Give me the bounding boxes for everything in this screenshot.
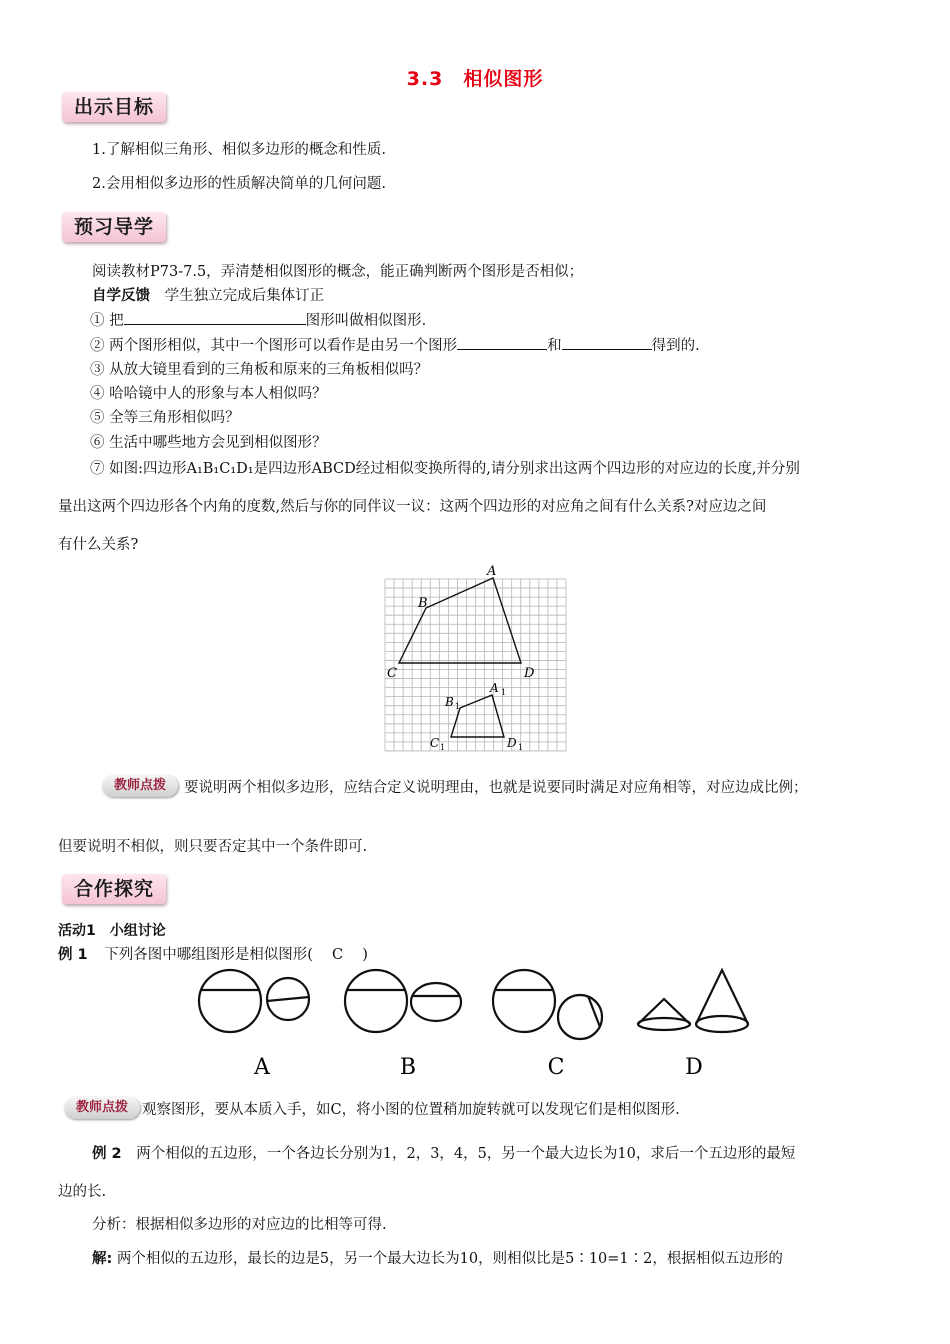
solution-label: 解: [92,1251,113,1267]
preview-intro: 阅读教材P73-7.5，弄清楚相似图形的概念，能正确判断两个图形是否相似； [92,264,584,280]
solution [92,1248,783,1270]
answer-blank [457,335,547,350]
label-d1-sub: 1 [518,743,524,752]
label-d1: D [507,736,517,750]
example-1-text: 下列各图中哪组图形是相似图形( C ) [104,947,368,963]
answer-blank [124,310,306,325]
activity-title: 活动1 小组讨论 [58,923,166,939]
question-4: ④ 哈哈镜中人的形象与本人相似吗？ [90,386,327,402]
label-b1: B [445,695,454,709]
section-badge-objectives: 出示目标 [62,92,166,122]
question-1-pre: ① 把 [90,313,124,329]
option-label-c: C [547,1055,565,1080]
question-2 [90,335,700,357]
label-c1: C [430,736,440,750]
solution-text: 两个相似的五边形，最长的边是5，另一个最大边长为10，则相似比是5∶10=1∶2，根据相似五边形的 [116,1251,783,1267]
example-2-label: 例 2 [92,1146,122,1162]
option-a-small-chord [267,997,309,1001]
label-c: C [387,666,397,681]
option-c-large-circle [493,970,555,1032]
label-c1-sub: 1 [440,743,446,752]
question-1-post: 图形叫做相似图形. [305,313,427,329]
example-2-line-1 [92,1143,795,1165]
section-badge-preview: 预习导学 [62,212,166,242]
question-5: ⑤ 全等三角形相似吗？ [90,410,240,426]
option-b-large-circle [345,970,407,1032]
question-2-post: 得到的. [651,338,700,354]
label-b1-sub: 1 [455,702,461,711]
similar-shapes-figure [190,962,760,1082]
question-2-pre: ② 两个图形相似，其中一个图形可以看作是由另一个图形 [90,338,458,354]
label-b: B [418,596,428,611]
tip-1-line-1: 要说明两个相似多边形，应结合定义说明理由，也就是说要同时满足对应角相等，对应边成比例； [184,780,808,796]
teacher-tip-badge-2: 教师点拨 [64,1097,140,1119]
question-3: ③ 从放大镜里看到的三角板和原来的三角板相似吗？ [90,362,429,378]
quadrilateral-grid-figure [375,562,575,758]
teacher-tip-badge-1: 教师点拨 [102,775,178,797]
objective-1: 1.了解相似三角形、相似多边形的概念和性质. [92,142,386,158]
feedback-line [92,285,324,307]
option-label-b: B [399,1055,417,1080]
page-title: 3.3 相似图形 [406,68,544,90]
feedback-text: 学生独立完成后集体订正 [164,288,325,304]
example-1-label: 例 1 [58,947,88,963]
answer-blank [562,335,652,350]
objective-2: 2.会用相似多边形的性质解决简单的几何问题. [92,176,386,192]
feedback-label: 自学反馈 [92,288,150,304]
label-a: A [487,564,497,579]
label-a1: A [490,681,499,695]
tip-1-line-2: 但要说明不相似，则只要否定其中一个条件即可. [58,839,368,855]
example-2-text: 两个相似的五边形，一个各边长分别为1，2，3，4，5，另一个最大边长为10，求后一个五边形的最短 [136,1146,796,1162]
option-a-large-circle [199,970,261,1032]
question-7-line-1: ⑦ 如图:四边形A₁B₁C₁D₁是四边形ABCD经过相似变换所得的,请分别求出这两个四边形的对应边的长度,并分别 [90,461,800,477]
option-label-a: A [254,1055,270,1080]
label-a1-sub: 1 [501,688,507,697]
question-2-mid: 和 [547,338,562,354]
tip-2: 观察图形，要从本质入手，如C，将小图的位置稍加旋转就可以发现它们是相似图形. [142,1102,680,1118]
section-badge-explore: 合作探究 [62,874,166,904]
option-d-large-cone-base [696,1016,748,1032]
option-label-d: D [685,1055,703,1080]
label-d: D [524,666,535,681]
question-7-line-3: 有什么关系? [58,537,139,553]
question-6: ⑥ 生活中哪些地方会见到相似图形？ [90,435,327,451]
option-d-small-cone-base [638,1018,690,1030]
question-7-line-2: 量出这两个四边形各个内角的度数,然后与你的同伴议一议：这两个四边形的对应角之间有什么关系?对应边之间 [58,499,767,515]
example-2-line-2: 边的长. [58,1184,107,1200]
question-1 [90,310,426,332]
grid-lines [385,579,566,751]
analysis: 分析：根据相似多边形的对应边的比相等可得. [92,1217,387,1233]
option-b-ellipse [411,983,461,1021]
